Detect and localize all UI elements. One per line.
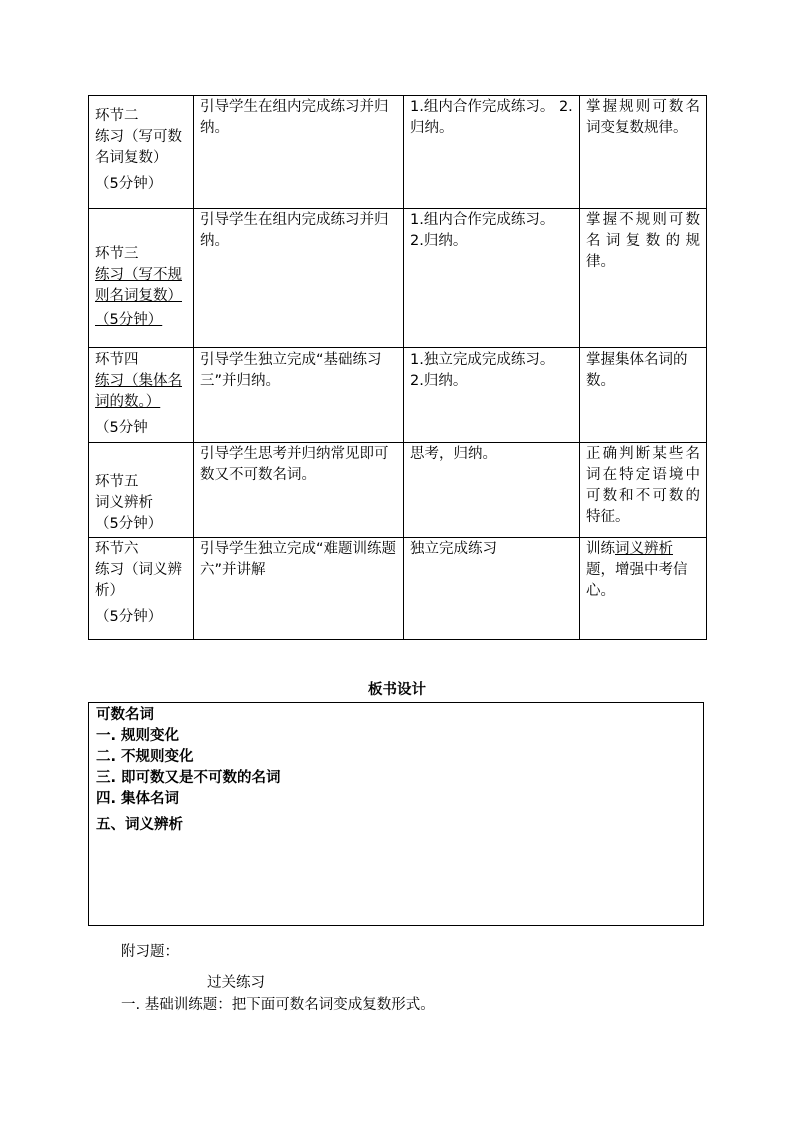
stage-time: （5分钟） [95,312,163,328]
board-line: 五、词义辨析 [96,817,183,833]
board-design-title: 板书设计 [368,682,426,698]
stage-name: 环节五 [95,474,139,490]
student-activity: 1.独立完成完成练习。 [410,352,555,368]
stage-name: 环节四 [95,352,139,368]
board-design-box [88,702,704,926]
student-activity-cell [404,209,580,348]
student-activity-cell [404,96,580,209]
teacher-activity-cell [194,538,404,640]
teacher-activity: 引导学生独立完成“基础练习三”并归纳。 [200,352,382,389]
teacher-activity: 引导学生在组内完成练习并归纳。 [200,99,389,136]
student-activity: 独立完成练习 [410,541,497,557]
design-intent-part: 训练 [586,541,615,557]
stage-time: （5分钟 [95,420,148,436]
teacher-activity-cell [194,443,404,538]
stage-name: 环节六 [95,541,139,557]
board-line: 二. 不规则变化 [96,749,194,765]
stage-time: （5分钟） [95,609,163,625]
board-line: 一. 规则变化 [96,728,180,744]
design-intent: 正确判断某些名词在特定语境中可数和不可数的特征。 [586,446,700,525]
stage-cell [89,443,194,538]
design-intent: 掌握集体名词的数。 [586,352,688,389]
stage-cell [89,348,194,443]
design-intent: 掌握规则可数名词变复数规律。 [586,99,700,136]
table-row [89,96,707,209]
stage-time: （5分钟） [95,176,163,192]
student-activity: 2.归纳。 [410,373,468,389]
teacher-activity: 引导学生独立完成“难题训练题六”并讲解 [200,541,397,578]
teacher-activity-cell [194,209,404,348]
goal-cell [580,538,707,640]
design-intent-part: 题，增强中考信心。 [586,562,688,599]
appendix-subtitle: 过关练习 [207,975,265,991]
stage-topic: 练习（词义辨 [95,562,182,578]
lesson-plan-table [88,95,707,640]
student-activity-cell [404,443,580,538]
stage-topic: 析） [95,583,124,599]
stage-name: 环节二 [95,108,139,124]
teacher-activity: 引导学生思考并归纳常见即可数又不可数名词。 [200,446,389,483]
goal-cell [580,348,707,443]
student-activity: 1.组内合作完成练习。 [410,212,555,228]
stage-topic: 则名词复数） [95,288,182,304]
board-line: 四. 集体名词 [96,791,180,807]
student-activity: 2.归纳。 [410,233,468,249]
exercise-item: 一. 基础训练题：把下面可数名词变成复数形式。 [121,997,435,1013]
table-row [89,443,707,538]
stage-topic: 名词复数） [95,150,168,166]
stage-name: 环节三 [95,246,139,262]
stage-topic: 练习（写不规 [95,267,182,283]
student-activity: 思考，归纳。 [410,446,497,462]
stage-time: （5分钟） [95,516,163,532]
design-intent [580,538,706,602]
table-row [89,538,707,640]
goal-cell [580,209,707,348]
teacher-activity: 引导学生在组内完成练习并归纳。 [200,212,389,249]
table-row [89,209,707,348]
stage-cell [89,209,194,348]
table-row [89,348,707,443]
student-activity-cell [404,348,580,443]
student-activity-cell [404,538,580,640]
teacher-activity-cell [194,96,404,209]
stage-cell [89,538,194,640]
stage-cell [89,96,194,209]
goal-cell [580,96,707,209]
board-line: 可数名词 [96,707,154,723]
student-activity: 2.归纳。 [410,99,573,136]
design-intent: 掌握不规则可数名词复数的规律。 [586,212,700,270]
stage-topic: 词义辨析 [95,495,153,511]
board-line: 三. 即可数又是不可数的名词 [96,770,281,786]
design-intent-part: 词义辨析 [615,541,673,557]
teacher-activity-cell [194,348,404,443]
appendix-title: 附习题： [121,944,179,960]
stage-topic: 词的数。） [95,394,161,410]
stage-topic: 练习（集体名 [95,373,182,389]
stage-topic: 练习（写可数 [95,129,182,145]
student-activity: 1.组内合作完成练习。 [410,99,555,115]
goal-cell [580,443,707,538]
